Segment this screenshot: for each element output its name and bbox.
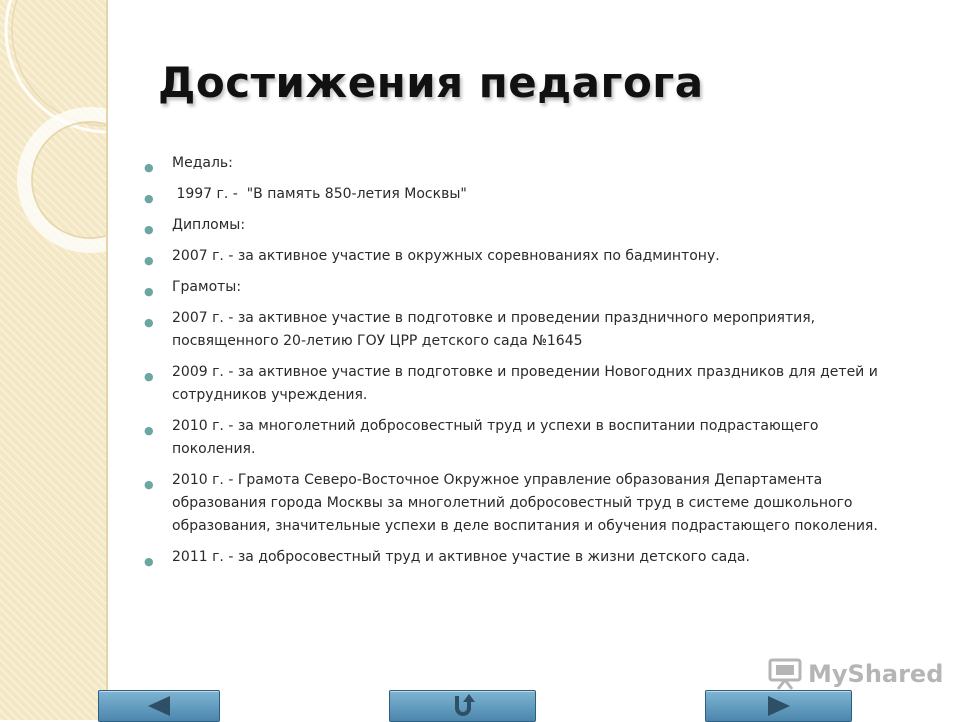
bullet-icon: ● bbox=[144, 192, 154, 205]
bullet-icon: ● bbox=[144, 424, 154, 437]
u-turn-icon bbox=[449, 694, 477, 718]
watermark-logo bbox=[768, 656, 943, 692]
list-item: ● 2007 г. - за активное участие в подготовке и проведении праздничного мероприятия, посвященного 20-летию ГОУ ЦРР детского сада №1645 bbox=[144, 310, 816, 349]
bullet-icon: ● bbox=[144, 316, 154, 329]
watermark-text: MyShared bbox=[808, 660, 944, 688]
next-slide-button[interactable] bbox=[705, 690, 852, 722]
return-button[interactable] bbox=[389, 690, 536, 722]
list-item: ● 2010 г. - за многолетний добросовестный труд и успехи в воспитании подрастающего поколения. bbox=[144, 418, 819, 457]
bullet-icon: ● bbox=[144, 478, 154, 491]
list-item: ● Грамоты: bbox=[140, 276, 900, 299]
page-title: Достижения педагога bbox=[158, 58, 704, 107]
arrow-right-icon bbox=[766, 695, 792, 717]
bullet-icon: ● bbox=[144, 254, 154, 267]
list-item: ● 1997 г. - "В память 850-летия Москвы" bbox=[140, 183, 900, 206]
bullet-icon: ● bbox=[144, 161, 154, 174]
list-item: ● 2011 г. - за добросовестный труд и активное участие в жизни детского сада. bbox=[140, 546, 900, 569]
bullet-icon: ● bbox=[144, 370, 154, 383]
list-item: ● 2010 г. - Грамота Северо-Восточное Окружное управление образования Департамента образования города Москвы за многолетний добросовестный труд в системе дошкольного образования, значительные успехи в деле воспитания и обучения подрастающего поколения. bbox=[144, 472, 878, 534]
list-item: ● Медаль: bbox=[140, 152, 900, 175]
arrow-left-icon bbox=[146, 695, 172, 717]
list-item: ● 2009 г. - за активное участие в подготовке и проведении Новогодних праздников для детей и сотрудников учреждения. bbox=[144, 364, 878, 403]
achievements-list bbox=[140, 152, 900, 569]
bullet-icon: ● bbox=[144, 223, 154, 236]
list-item: ● Дипломы: bbox=[140, 214, 900, 237]
decorative-side-band bbox=[0, 0, 108, 720]
list-item: ● 2007 г. - за активное участие в окружных соревнованиях по бадминтону. bbox=[140, 245, 900, 268]
decorative-circles bbox=[0, 0, 106, 720]
projector-icon bbox=[768, 658, 802, 690]
bullet-icon: ● bbox=[144, 555, 154, 568]
previous-slide-button[interactable] bbox=[98, 690, 220, 722]
bullet-icon: ● bbox=[144, 285, 154, 298]
